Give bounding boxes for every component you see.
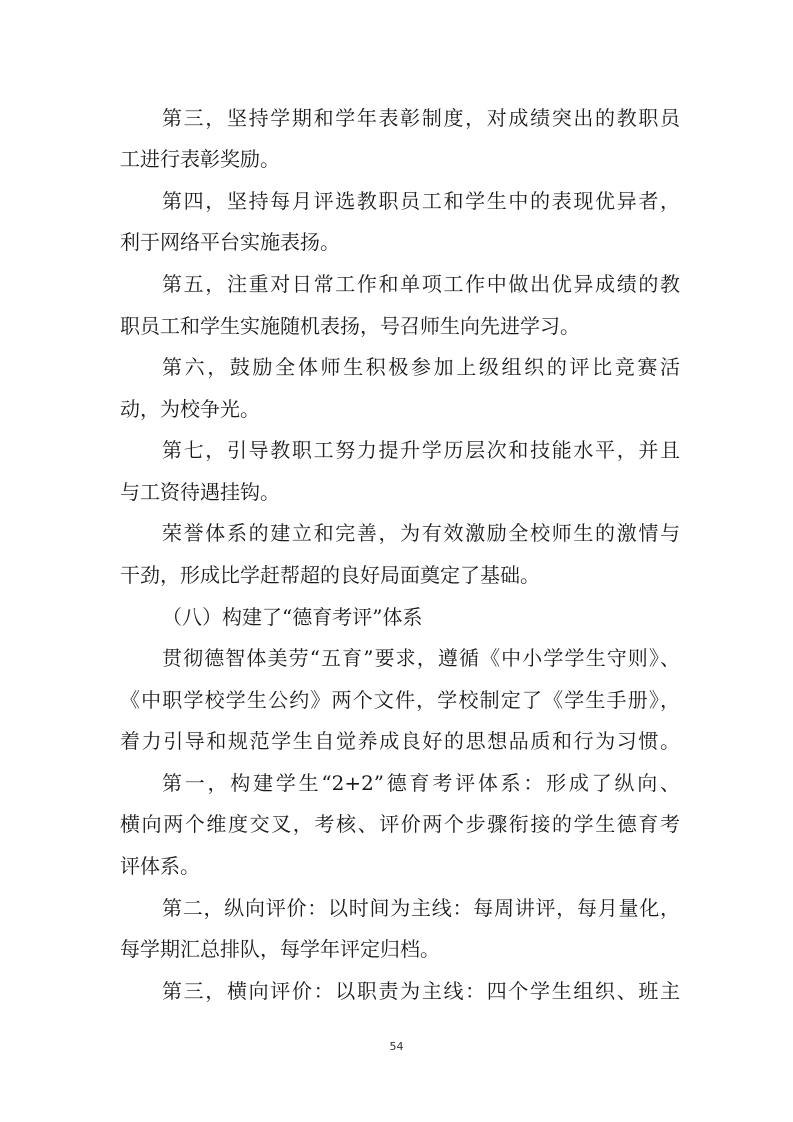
paragraph-line: 第六，鼓励全体师生积极参加上级组织的评比竞赛活 [162,355,680,379]
paragraph-line: 职员工和学生实施随机表扬，号召师生向先进学习。 [120,314,580,338]
paragraph-line: 贯彻德智体美劳“五育”要求，遵循《中小学学生守则》、 [162,646,680,670]
paragraph-line: 第五，注重对日常工作和单项工作中做出优异成绩的教 [162,272,680,296]
paragraph-line: 《中职学校学生公约》两个文件，学校制定了《学生手册》， [120,688,680,712]
paragraph-line: 每学期汇总排队，每学年评定归档。 [120,937,440,961]
paragraph-line: 工进行表彰奖励。 [120,147,280,171]
paragraph-line: 着力引导和规范学生自觉养成良好的思想品质和行为习惯。 [120,729,680,753]
paragraph-line: 第四，坚持每月评选教职员工和学生中的表现优异者， [162,189,680,213]
paragraph-line: 第一，构建学生“2+2”德育考评体系：形成了纵向、 [162,771,680,795]
paragraph-line: 第二，纵向评价：以时间为主线：每周讲评，每月量化， [162,896,680,920]
page-number: 54 [389,1040,404,1053]
paragraph-line: 与工资待遇挂钩。 [120,480,280,504]
paragraph-line: 评体系。 [120,854,200,878]
paragraph-line: 荣誉体系的建立和完善，为有效激励全校师生的激情与 [162,521,680,545]
paragraph-line: 第三，坚持学期和学年表彰制度，对成绩突出的教职员 [162,106,680,130]
section-heading: （八）构建了“德育考评”体系 [162,605,423,629]
paragraph-line: 干劲，形成比学赶帮超的良好局面奠定了基础。 [120,563,540,587]
paragraph-line: 横向两个维度交叉，考核、评价两个步骤衔接的学生德育考 [120,812,680,836]
paragraph-line: 第七，引导教职工努力提升学历层次和技能水平，并且 [162,438,680,462]
paragraph-line: 动，为校争光。 [120,397,260,421]
paragraph-line: 第三，横向评价：以职责为主线：四个学生组织、班主 [162,979,680,1003]
paragraph-line: 利于网络平台实施表扬。 [120,230,340,254]
